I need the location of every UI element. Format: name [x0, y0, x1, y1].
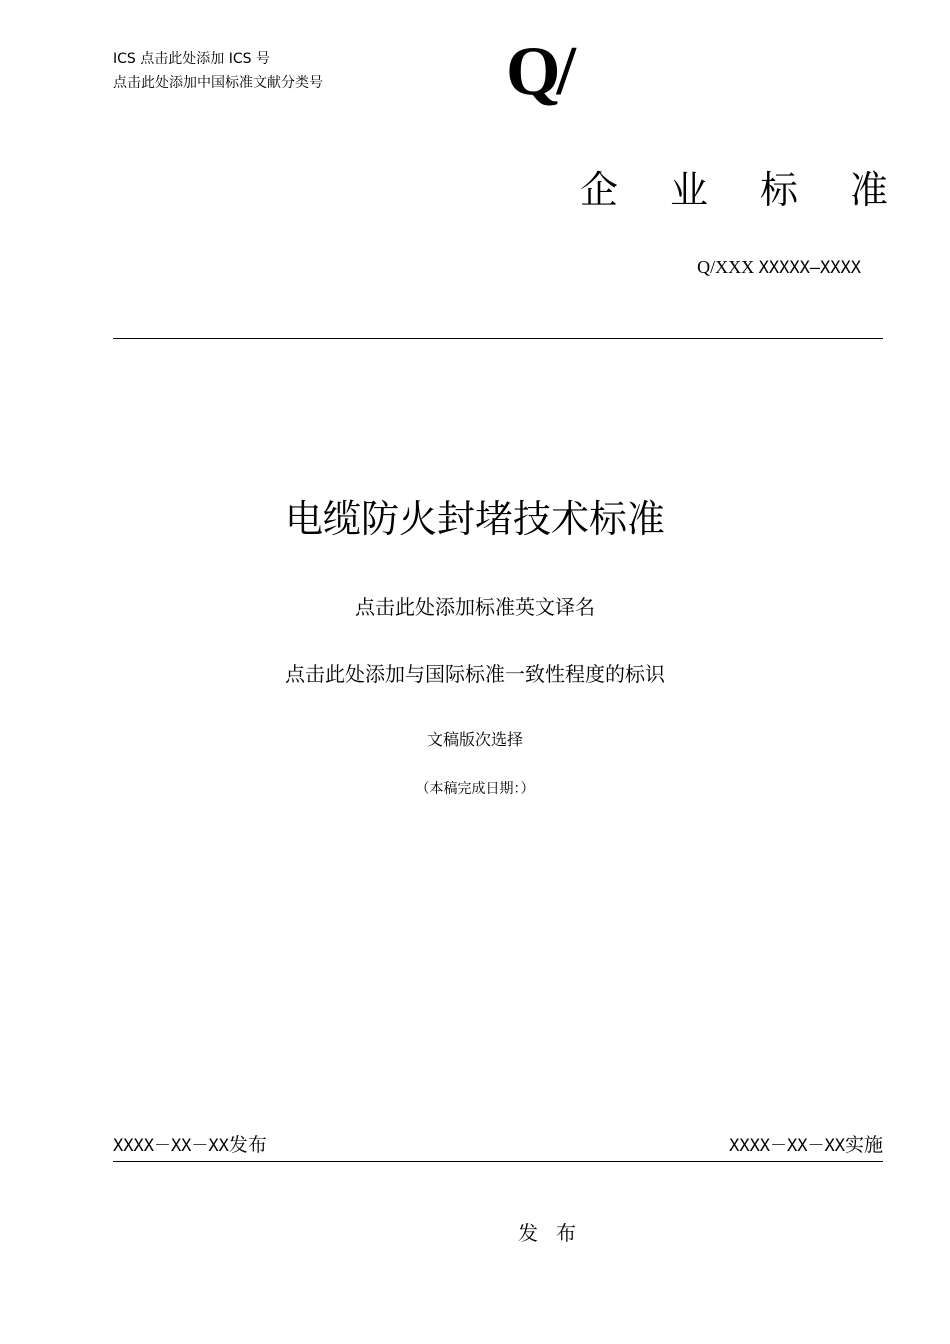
implementation-date-field[interactable] [729, 1132, 883, 1159]
document-title[interactable]: 电缆防火封堵技术标准 [284, 497, 665, 541]
implementation-date-label: 实施 [844, 1134, 883, 1156]
issue-date-label: 发布 [228, 1134, 267, 1156]
draft-version-selector[interactable]: 文稿版次选择 [426, 730, 523, 749]
standard-number-code: XXXXX—XXXX [758, 258, 861, 278]
issue-date-value: XXXX－XX－XX [113, 1136, 229, 1156]
english-title-field[interactable]: 点击此处添加标准英文译名 [355, 595, 595, 619]
standard-number-prefix: Q/XXX [697, 257, 755, 277]
consistency-level-field[interactable]: 点击此处添加与国际标准一致性程度的标识 [285, 662, 665, 686]
standard-type-label: 企业标准 [579, 168, 940, 212]
standard-number[interactable] [697, 254, 861, 281]
completion-date-field[interactable]: （本稿完成日期：） [415, 781, 535, 797]
publisher-label: 发布 [518, 1221, 594, 1245]
issue-date-field[interactable] [113, 1132, 267, 1159]
q-standard-logo: Q/ [506, 33, 572, 110]
footer-divider [113, 1161, 883, 1162]
header-divider [113, 338, 883, 339]
implementation-date-value: XXXX－XX－XX [729, 1136, 845, 1156]
ics-number-field[interactable]: ICS 点击此处添加 ICS 号 [113, 51, 270, 67]
clc-classification-field[interactable]: 点击此处添加中国标准文献分类号 [113, 75, 323, 91]
